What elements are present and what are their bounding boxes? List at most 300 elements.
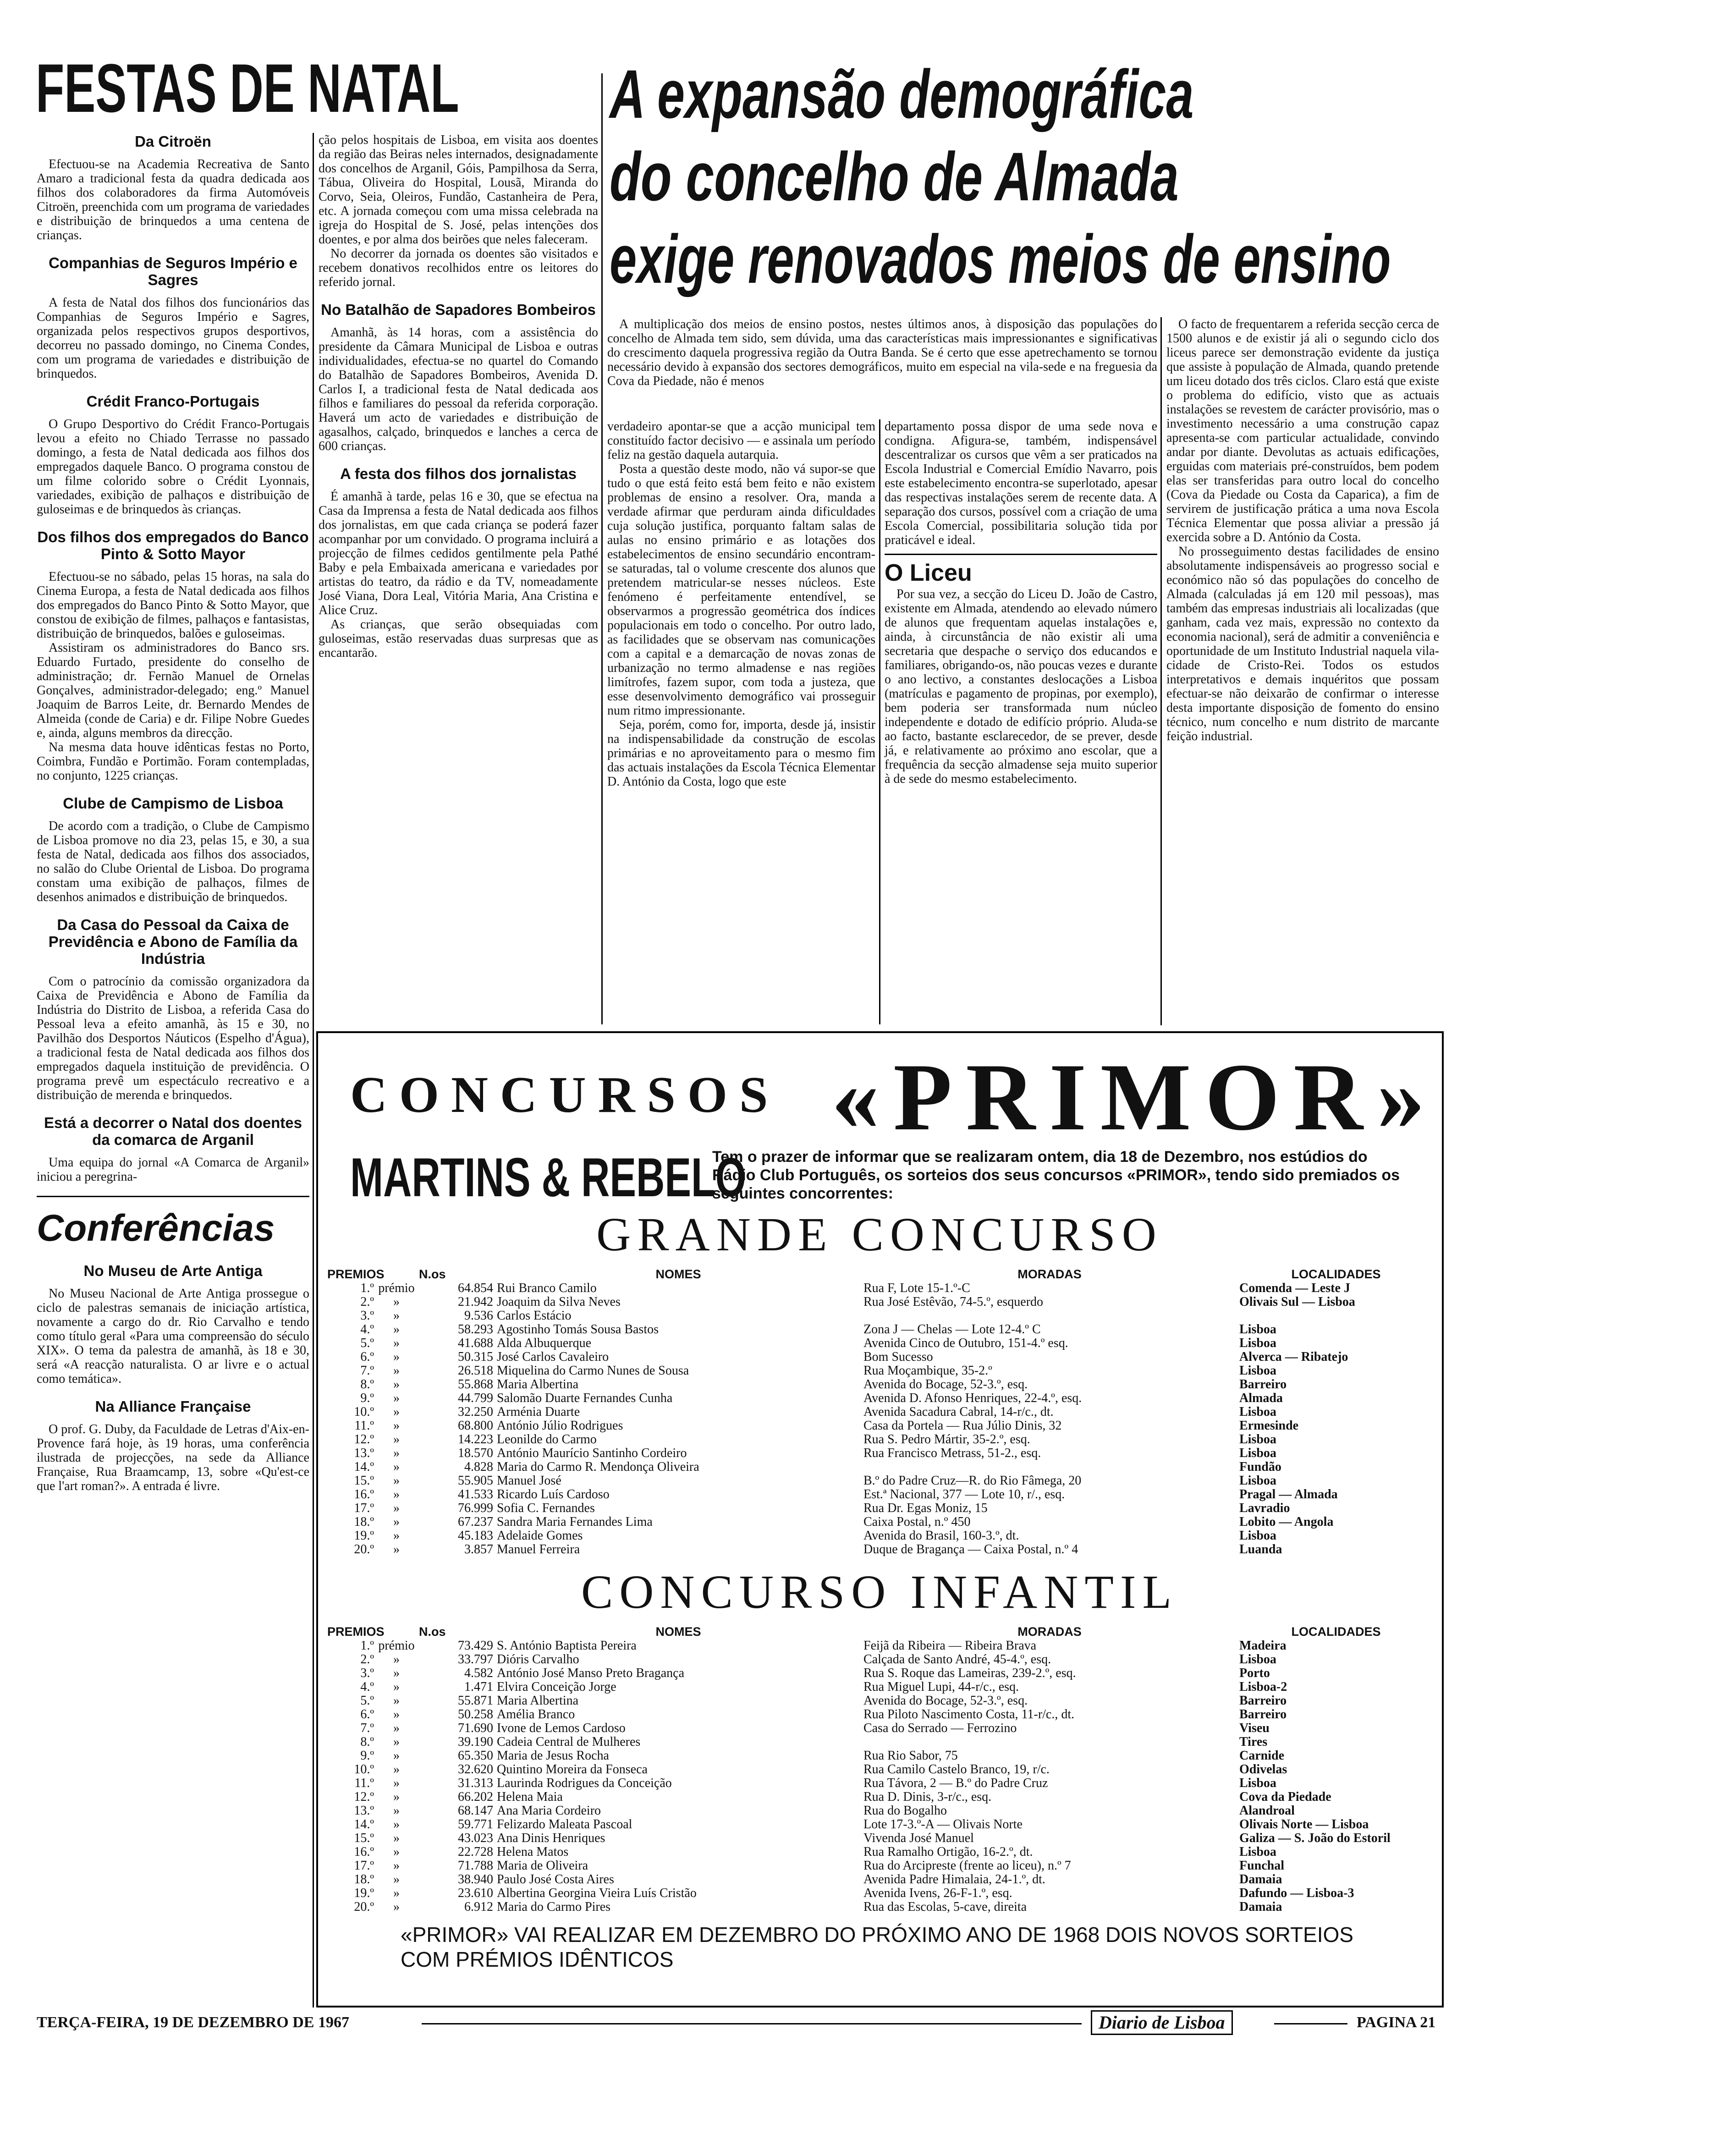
infantil-prize-rank: 20.º <box>354 1900 374 1914</box>
grande-prize-word: prémio <box>378 1281 415 1295</box>
col1-c1-text: No Museu Nacional de Arte Antiga prossegue o ciclo de palestras semanais de iniciação artística, novamente a cargo do dr. Rio Carvalho e tendo como título geral «Para uma compreensão do século XIX». O tema da palestra de amanhã, às 18 e 30, será «A reacção naturalista. O ar livre e o actual como temática». <box>37 1287 309 1386</box>
col2-text4: É amanhã à tarde, pelas 16 e 30, que se efectua na Casa da Imprensa a festa de Natal dedicada aos filhos dos jornalistas, em que cada criança se poderá fazer acompanhar por um convidado. O programa incluirá a projecção de filmes cedidos gentilmente pela Pathé Baby e pela Embaixada americana e variedades por artistas do teatro, da rádio e da TV, nomeadamente José Viana, Dora Leal, Vitória Maria, Ana Cristina e Alice Cruz. <box>319 490 598 617</box>
col1-s5-text: De acordo com a tradição, o Clube de Campismo de Lisboa promove no dia 23, pelas 15, e 30, a sua festa de Natal, dedicada aos filhos dos associados, no salão do Clube Oriental de Lisboa. Do programa constam uma exibição de palhaços, filmes de desenhos animados e distribuição de brinquedos. <box>37 819 309 904</box>
grande-row <box>325 1433 1435 1446</box>
col1-s4-text1: Efectuou-se no sábado, pelas 15 horas, na sala do Cinema Europa, a festa de Natal dedicada aos filhos dos empregados do Banco Pinto & Sotto Mayor, que constou de exibição de filmes, palhaços e fantasistas, distribuição de brinquedos, balões e guloseimas. <box>37 570 309 641</box>
infantil-ticket-number: 71.788 <box>458 1859 493 1873</box>
grande-winner-address: Avenida Cinco de Outubro, 151-4.º esq. <box>863 1336 1068 1350</box>
grande-winner-address <box>862 1309 1237 1323</box>
grande-winner-address: Casa da Portela — Rua Júlio Dinis, 32 <box>863 1419 1062 1433</box>
infantil-prize-rank: 16.º <box>354 1845 374 1859</box>
grande-ticket-number: 76.999 <box>458 1501 493 1515</box>
infantil-winner-address: Rua das Escolas, 5-cave, direita <box>863 1900 1027 1914</box>
infantil-winner-name: Helena Maia <box>497 1790 563 1804</box>
grande-prize-rank: 19.º <box>354 1529 374 1543</box>
article-col-a <box>607 419 875 1029</box>
infantil-row <box>325 1694 1435 1708</box>
grande-winner-address: Zona J — Chelas — Lote 12-4.º C <box>863 1322 1041 1336</box>
grande-prize-word: » <box>393 1336 400 1350</box>
grande-winner-locality <box>1237 1309 1435 1323</box>
infantil-prize-rank: 10.º <box>354 1762 374 1776</box>
conf-rule <box>37 1196 309 1197</box>
headline-line2: do concelho de Almada <box>610 138 1179 215</box>
grande-row <box>325 1309 1435 1323</box>
infantil-winner-name: Quintino Moreira da Fonseca <box>497 1762 648 1776</box>
infantil-prize-word: » <box>393 1721 400 1735</box>
infantil-winner-name: Maria de Oliveira <box>497 1859 588 1873</box>
col1-s3-head: Crédit Franco-Portugais <box>86 393 260 410</box>
grande-prize-rank: 13.º <box>354 1446 374 1460</box>
grande-prize-word: » <box>393 1364 400 1378</box>
grande-winner-locality: Alverca — Ribatejo <box>1239 1350 1348 1364</box>
grande-ticket-number: 55.868 <box>458 1377 493 1392</box>
grande-ticket-number: 50.315 <box>458 1350 493 1364</box>
infantil-winner-locality: Alandroal <box>1239 1804 1295 1818</box>
infantil-row <box>325 1680 1435 1694</box>
infantil-winner-locality: Tires <box>1239 1735 1268 1749</box>
grande-prize-rank: 1.º <box>360 1281 374 1295</box>
col1-title: FESTAS DE NATAL <box>36 50 459 126</box>
infantil-winner-address: Rua Camilo Castelo Branco, 19, r/c. <box>863 1762 1050 1776</box>
infantil-prize-word: prémio <box>378 1639 415 1653</box>
infantil-ticket-number: 4.582 <box>464 1666 493 1680</box>
grande-winner-locality: Almada <box>1239 1391 1283 1405</box>
divider-article-ab <box>879 419 880 1024</box>
infantil-row <box>325 1666 1435 1680</box>
infantil-winner-address: Vivenda José Manuel <box>863 1831 974 1845</box>
infantil-prize-word: » <box>393 1762 400 1776</box>
infantil-ticket-number: 55.871 <box>458 1694 493 1708</box>
infantil-winner-address: Calçada de Santo André, 45-4.º, esq. <box>863 1652 1051 1666</box>
infantil-head-premios: PREMIOS <box>327 1625 385 1639</box>
grande-winner-name: Arménia Duarte <box>497 1405 580 1419</box>
footer-date: TERÇA-FEIRA, 19 DE DEZEMBRO DE 1967 <box>37 2014 349 2031</box>
infantil-winner-locality: Galiza — S. João do Estoril <box>1239 1831 1391 1845</box>
grande-prize-rank: 18.º <box>354 1515 374 1529</box>
col1-s1-head: Da Citroën <box>135 133 211 150</box>
infantil-winner-address: Avenida Padre Himalaia, 24-1.º, dt. <box>863 1872 1045 1886</box>
infantil-winner-address: Rua Miguel Lupi, 44-r/c., esq. <box>863 1680 1019 1694</box>
grande-row <box>325 1502 1435 1515</box>
grande-prize-word: » <box>393 1295 400 1309</box>
infantil-winner-name: Amélia Branco <box>497 1707 575 1722</box>
article-col-b <box>885 419 1157 1029</box>
grande-winner-name: Carlos Estácio <box>497 1309 572 1323</box>
infantil-winner-locality: Odivelas <box>1239 1762 1287 1776</box>
infantil-prize-rank: 8.º <box>360 1735 374 1749</box>
grande-prize-rank: 5.º <box>360 1336 374 1350</box>
infantil-winner-name: Elvira Conceição Jorge <box>497 1680 616 1694</box>
infantil-winner-locality: Damaia <box>1239 1900 1282 1914</box>
grande-winner-locality: Barreiro <box>1239 1377 1287 1392</box>
infantil-row <box>325 1763 1435 1776</box>
infantil-winner-locality: Dafundo — Lisboa-3 <box>1239 1886 1354 1900</box>
grande-ticket-number: 3.857 <box>464 1542 493 1556</box>
grande-winner-locality: Olivais Sul — Lisboa <box>1239 1295 1355 1309</box>
grande-prize-rank: 4.º <box>360 1322 374 1336</box>
infantil-prize-rank: 5.º <box>360 1694 374 1708</box>
col1-c2-head: Na Alliance Française <box>95 1398 251 1415</box>
infantil-head-num: N.os <box>419 1625 446 1639</box>
grande-prize-word: » <box>393 1309 400 1323</box>
infantil-prize-word: » <box>393 1872 400 1886</box>
infantil-winner-name: Ana Dinis Henriques <box>497 1831 605 1845</box>
infantil-winner-locality: Olivais Norte — Lisboa <box>1239 1817 1369 1832</box>
grande-winner-locality: Lisboa <box>1239 1529 1276 1543</box>
infantil-winner-name: Ivone de Lemos Cardoso <box>497 1721 626 1735</box>
grande-winner-name: António Maurício Santinho Cordeiro <box>497 1446 687 1460</box>
article-p3: Seja, porém, como for, importa, desde já, insistir na indispensabilidade da construção de escolas primárias e no aproveitamento para o mesmo fim das actuais instalações da Escola Técnica Elementar D. António da Costa, logo que este <box>607 718 875 789</box>
grande-prize-word: » <box>393 1446 400 1460</box>
article-p1: verdadeiro apontar-se que a acção municipal tem constituído factor decisivo — e assinala um período feliz na gestão daquela autarquia. <box>607 419 875 462</box>
infantil-winner-address: Rua do Arcipreste (frente ao liceu), n.º 7 <box>863 1859 1071 1873</box>
grande-ticket-number: 64.854 <box>458 1281 493 1295</box>
infantil-prize-word: » <box>393 1859 400 1873</box>
infantil-ticket-number: 39.190 <box>458 1735 493 1749</box>
infantil-winner-name: António José Manso Preto Bragança <box>497 1666 685 1680</box>
grande-winner-name: Sofia C. Fernandes <box>497 1501 595 1515</box>
infantil-prize-rank: 12.º <box>354 1790 374 1804</box>
ad-company: MARTINS & REBELO <box>350 1147 746 1208</box>
grande-ticket-number: 4.828 <box>464 1460 493 1474</box>
grande-winner-locality: Ermesinde <box>1239 1419 1299 1433</box>
grande-ticket-number: 58.293 <box>458 1322 493 1336</box>
infantil-row <box>325 1776 1435 1790</box>
grande-winner-address: Rua José Estêvão, 74-5.º, esquerdo <box>863 1295 1044 1309</box>
infantil-winner-address: Rua Távora, 2 — B.º do Padre Cruz <box>863 1776 1048 1790</box>
grande-ticket-number: 41.688 <box>458 1336 493 1350</box>
infantil-winner-name: Cadeia Central de Mulheres <box>497 1735 641 1749</box>
infantil-row <box>325 1708 1435 1722</box>
infantil-winner-address: Avenida Ivens, 26-F-1.º, esq. <box>863 1886 1012 1900</box>
infantil-winner-name: Maria de Jesus Rocha <box>497 1749 609 1763</box>
article-p2: Posta a questão deste modo, não vá supor-se que tudo o que está feito está bem feito e não existem problemas de ensino a resolver. Ora, manda a verdade afirmar que perduram ainda dificuldades cuja solução justifica, porquanto faltam salas de aulas no ensino primário e as lotações dos estabelecimentos de ensino secundário encontram-se saturadas, tal o volume crescente dos alunos que pretendem matricular-se nesses núcleos. Este fenómeno é perfeitamente entendível, se observarmos a progressão geométrica dos índices populacionais em todo o concelho. Por outro lado, as facilidades que se observam nas comunicações com a capital e a demarcação de novas zonas de urbanização no termo almadense e nas regiões limítrofes, fazem supor, com toda a justeza, que esse desenvolvimento demográfico vai prosseguir num ritmo impressionante. <box>607 462 875 718</box>
infantil-winner-locality: Lisboa <box>1239 1845 1276 1859</box>
divider-col2 <box>601 73 603 1024</box>
col2-h2: No Batalhão de Sapadores Bombeiros <box>321 301 596 318</box>
infantil-prize-word: » <box>393 1735 400 1749</box>
footer-paper-logo: Diario de Lisboa <box>1091 2010 1233 2035</box>
infantil-ticket-number: 38.940 <box>458 1872 493 1886</box>
infantil-winner-name: Albertina Georgina Vieira Luís Cristão <box>497 1886 697 1900</box>
infantil-prize-rank: 7.º <box>360 1721 374 1735</box>
grande-winner-address: Avenida Sacadura Cabral, 14-r/c., dt. <box>863 1405 1054 1419</box>
grande-winner-name: José Carlos Cavaleiro <box>497 1350 609 1364</box>
grande-winner-locality: Pragal — Almada <box>1239 1487 1338 1502</box>
infantil-prize-rank: 1.º <box>360 1639 374 1653</box>
infantil-winner-name: Laurinda Rodrigues da Conceição <box>497 1776 672 1790</box>
infantil-winner-locality: Barreiro <box>1239 1707 1287 1722</box>
infantil-prize-word: » <box>393 1790 400 1804</box>
infantil-ticket-number: 43.023 <box>458 1831 493 1845</box>
conf-title: Conferências <box>37 1207 275 1249</box>
grande-row <box>325 1488 1435 1502</box>
infantil-row <box>325 1832 1435 1845</box>
ad-infantil-title: CONCURSO INFANTIL <box>581 1566 1178 1618</box>
grande-prize-word: » <box>393 1515 400 1529</box>
infantil-prize-rank: 18.º <box>354 1872 374 1886</box>
infantil-prize-rank: 13.º <box>354 1804 374 1818</box>
infantil-head-nomes: NOMES <box>655 1625 701 1639</box>
grande-winner-address: Caixa Postal, n.º 450 <box>863 1515 971 1529</box>
grande-prize-word: » <box>393 1474 400 1488</box>
col1-s4-text3: Na mesma data houve idênticas festas no Porto, Coimbra, Fundão e Portimão. Foram contempladas, no conjunto, 1225 crianças. <box>37 740 309 783</box>
grande-prize-rank: 3.º <box>360 1309 374 1323</box>
grande-prize-rank: 12.º <box>354 1432 374 1446</box>
ad-primor: «PRIMOR» <box>831 1044 1439 1150</box>
infantil-table <box>325 1624 1435 1914</box>
infantil-winner-address: Rua do Bogalho <box>863 1804 947 1818</box>
grande-head-localidades: LOCALIDADES <box>1291 1267 1381 1281</box>
liceu-head: O Liceu <box>885 560 972 586</box>
grande-prize-rank: 15.º <box>354 1474 374 1488</box>
grande-prize-rank: 16.º <box>354 1487 374 1502</box>
infantil-row <box>325 1873 1435 1886</box>
infantil-winner-address: Rua Piloto Nascimento Costa, 11-r/c., dt. <box>863 1707 1075 1722</box>
col1-s1-text: Efectuou-se na Academia Recreativa de Santo Amaro a tradicional festa da quadra dedicada aos filhos dos colaboradores da firma Automóveis Citroën, preenchida com um programa de variedades e distribuição de brinquedos a uma centena de crianças. <box>37 157 309 242</box>
grande-winner-name: Adelaide Gomes <box>497 1529 583 1543</box>
infantil-winner-address: Casa do Serrado — Ferrozino <box>863 1721 1017 1735</box>
col1-c1-head: No Museu de Arte Antiga <box>83 1262 263 1279</box>
grande-ticket-number: 44.799 <box>458 1391 493 1405</box>
grande-prize-rank: 9.º <box>360 1391 374 1405</box>
grande-winner-name: Sandra Maria Fernandes Lima <box>497 1515 653 1529</box>
infantil-winner-locality: Porto <box>1239 1666 1270 1680</box>
col1-s7-head: Está a decorrer o Natal dos doentes da comarca de Arganil <box>44 1114 302 1148</box>
infantil-winner-locality: Madeira <box>1239 1639 1287 1653</box>
grande-winner-locality: Lisboa <box>1239 1322 1276 1336</box>
col2-text3: Amanhã, às 14 horas, com a assistência do presidente da Câmara Municipal de Lisboa e outras individualidades, efectua-se no quartel do Comando do Batalhão de Sapadores Bombeiros, Avenida D. Carlos I, a tradicional festa de Natal dedicada aos filhos e familiares do pessoal da referida corporação. Haverá um acto de variedades e distribuição de agasalhos, calçado, brinquedos e lanches a cerca de 600 crianças. <box>319 325 598 453</box>
infantil-winner-name: Ana Maria Cordeiro <box>497 1804 601 1818</box>
infantil-head-localidades: LOCALIDADES <box>1291 1625 1381 1639</box>
grande-winner-address: Rua Francisco Metrass, 51-2., esq. <box>863 1446 1041 1460</box>
infantil-row <box>325 1722 1435 1735</box>
grande-ticket-number: 68.800 <box>458 1419 493 1433</box>
grande-winner-name: Maria do Carmo R. Mendonça Oliveira <box>497 1460 699 1474</box>
infantil-prize-word: » <box>393 1666 400 1680</box>
ad-grande-title: GRANDE CONCURSO <box>596 1208 1163 1261</box>
grande-prize-word: » <box>393 1391 400 1405</box>
infantil-winner-locality: Lisboa-2 <box>1239 1680 1287 1694</box>
infantil-winner-name: Felizardo Maleata Pascoal <box>497 1817 632 1832</box>
col1-s2-text: A festa de Natal dos filhos dos funcionários das Companhias de Seguros Império e Sagres, organizada pelos respectivos grupos desportivos, decorreu no passado domingo, no Cinema Condes, com um programa de variedades e distribuição de brinquedos. <box>37 296 309 381</box>
infantil-winner-locality: Lisboa <box>1239 1776 1276 1790</box>
grande-winner-locality: Lisboa <box>1239 1336 1276 1350</box>
grande-winner-name: Manuel José <box>497 1474 561 1488</box>
col1-body <box>37 133 309 1493</box>
grande-row <box>325 1405 1435 1419</box>
infantil-prize-word: » <box>393 1804 400 1818</box>
grande-ticket-number: 9.536 <box>464 1309 493 1323</box>
grande-row <box>325 1350 1435 1364</box>
grande-winner-address: Avenida do Bocage, 52-3.º, esq. <box>863 1377 1028 1392</box>
infantil-prize-word: » <box>393 1680 400 1694</box>
grande-prize-word: » <box>393 1405 400 1419</box>
grande-winner-address: B.º do Padre Cruz—R. do Rio Fâmega, 20 <box>863 1474 1082 1488</box>
col1-s4-text2: Assistiram os administradores do Banco srs. Eduardo Furtado, presidente do conselho de administração; dr. Fernão Manuel de Ornelas Gonçalves, administrador-delegado; eng.º Manuel Joaquim de Barros Leite, dr. Bernardo Mendes de Almeida (conde de Caria) e dr. Filipe Nobre Guedes e, ainda, alguns membros da direcção. <box>37 641 309 740</box>
grande-head-nomes: NOMES <box>655 1267 701 1281</box>
infantil-row <box>325 1749 1435 1763</box>
infantil-prize-rank: 3.º <box>360 1666 374 1680</box>
infantil-winner-address: Rua Rio Sabor, 75 <box>863 1749 958 1763</box>
grande-row <box>325 1295 1435 1309</box>
grande-winner-locality: Comenda — Leste J <box>1239 1281 1350 1295</box>
col1-s7-text: Uma equipa do jornal «A Comarca de Arganil» iniciou a peregrina- <box>37 1155 309 1184</box>
article-lead <box>607 317 1157 388</box>
grande-winner-address: Rua Dr. Egas Moniz, 15 <box>863 1501 988 1515</box>
infantil-winner-locality: Funchal <box>1239 1859 1285 1873</box>
grande-winner-name: Ricardo Luís Cardoso <box>497 1487 610 1502</box>
grande-prize-rank: 10.º <box>354 1405 374 1419</box>
infantil-row <box>325 1886 1435 1900</box>
infantil-prize-word: » <box>393 1831 400 1845</box>
grande-prize-word: » <box>393 1419 400 1433</box>
infantil-ticket-number: 73.429 <box>458 1639 493 1653</box>
ad-intro: Tem o prazer de informar que se realizaram ontem, dia 18 de Dezembro, nos estúdios do Rádio Club Português, os sorteios dos seus concursos «PRIMOR», tendo sido premiados os seguintes concorrentes: <box>712 1148 1400 1202</box>
grande-winner-address: Rua Moçambique, 35-2.º <box>863 1364 992 1378</box>
grande-row <box>325 1529 1435 1543</box>
infantil-ticket-number: 31.313 <box>458 1776 493 1790</box>
grande-row <box>325 1336 1435 1350</box>
article-col-c <box>1166 317 1439 1028</box>
col2-text2: No decorrer da jornada os doentes são visitados e recebem donativos recolhidos entre os leitores do referido jornal. <box>319 247 598 289</box>
ad-footer: «PRIMOR» VAI REALIZAR EM DEZEMBRO DO PRÓXIMO ANO DE 1968 DOIS NOVOS SORTEIOS COM PRÉMIOS IDÊNTICOS <box>401 1923 1353 1971</box>
grande-prize-word: » <box>393 1460 400 1474</box>
grande-winner-address: Duque de Bragança — Caixa Postal, n.º 4 <box>863 1542 1078 1556</box>
grande-winner-name: Salomão Duarte Fernandes Cunha <box>497 1391 673 1405</box>
infantil-ticket-number: 65.350 <box>458 1749 493 1763</box>
article-lead-text: A multiplicação dos meios de ensino postos, nestes últimos anos, à disposição das populações do concelho de Almada tem sido, sem dúvida, uma das características mais impressionantes e significativas do crescimento daquela progressiva região da Outra Banda. Se é certo que esse apetrechamento se tornou necessário devido à expansão dos sectores demográficos, muito em especial na vila-sede e na freguesia da Cova da Piedade, não é menos <box>607 317 1157 388</box>
grande-head-num: N.os <box>419 1267 446 1281</box>
infantil-winner-address: Lote 17-3.º-A — Olivais Norte <box>863 1817 1023 1832</box>
infantil-row <box>325 1653 1435 1666</box>
grande-prize-word: » <box>393 1322 400 1336</box>
grande-prize-word: » <box>393 1377 400 1392</box>
grande-winner-locality: Lavradio <box>1239 1501 1290 1515</box>
col1-s3-text: O Grupo Desportivo do Crédit Franco-Portugais levou a efeito no Chiado Terrasse no passado domingo, a festa de Natal dedicada aos filhos dos empregados daquele Banco. O programa constou de um filme colorido sobre o Crédit Lyonnais, variedades, exibição de palhaços e distribuição de guloseimas e de brinquedos às crianças. <box>37 417 309 517</box>
infantil-prize-word: » <box>393 1817 400 1832</box>
infantil-winner-name: Maria Albertina <box>497 1694 579 1708</box>
grande-row <box>325 1282 1435 1295</box>
grande-row <box>325 1419 1435 1433</box>
grande-prize-rank: 14.º <box>354 1460 374 1474</box>
grande-winner-locality: Fundão <box>1239 1460 1281 1474</box>
grande-winner-address: Est.ª Nacional, 377 — Lote 10, r/., esq. <box>863 1487 1065 1502</box>
grande-ticket-number: 55.905 <box>458 1474 493 1488</box>
infantil-winner-name: Paulo José Costa Aires <box>497 1872 614 1886</box>
grande-winner-locality: Lobito — Angola <box>1239 1515 1334 1529</box>
grande-winner-name: Rui Branco Camilo <box>497 1281 597 1295</box>
grande-winner-locality: Lisboa <box>1239 1364 1276 1378</box>
grande-ticket-number: 14.223 <box>458 1432 493 1446</box>
grande-prize-rank: 11.º <box>354 1419 374 1433</box>
infantil-winner-address: Avenida do Bocage, 52-3.º, esq. <box>863 1694 1028 1708</box>
infantil-winner-address <box>862 1735 1237 1749</box>
grande-prize-rank: 2.º <box>360 1295 374 1309</box>
infantil-winner-locality: Cova da Piedade <box>1239 1790 1331 1804</box>
infantil-winner-name: Helena Matos <box>497 1845 569 1859</box>
grande-ticket-number: 41.533 <box>458 1487 493 1502</box>
grande-ticket-number: 26.518 <box>458 1364 493 1378</box>
infantil-prize-word: » <box>393 1707 400 1722</box>
infantil-table-body <box>325 1639 1435 1914</box>
grande-prize-rank: 7.º <box>360 1364 374 1378</box>
grande-prize-rank: 20.º <box>354 1542 374 1556</box>
infantil-ticket-number: 23.610 <box>458 1886 493 1900</box>
liceu-rule <box>885 554 1157 555</box>
infantil-prize-word: » <box>393 1845 400 1859</box>
col1-s4-head: Dos filhos dos empregados do Banco Pinto & Sotto Mayor <box>37 528 309 562</box>
grande-winner-name: Maria Albertina <box>497 1377 579 1392</box>
infantil-prize-rank: 9.º <box>360 1749 374 1763</box>
grande-head-premios: PREMIOS <box>327 1267 385 1281</box>
grande-winner-name: Miquelina do Carmo Nunes de Sousa <box>497 1364 689 1378</box>
infantil-prize-rank: 15.º <box>354 1831 374 1845</box>
infantil-winner-name: S. António Baptista Pereira <box>497 1639 637 1653</box>
infantil-row <box>325 1735 1435 1749</box>
infantil-row <box>325 1859 1435 1873</box>
infantil-winner-address: Rua S. Roque das Lameiras, 239-2.º, esq. <box>863 1666 1076 1680</box>
infantil-prize-rank: 14.º <box>354 1817 374 1832</box>
infantil-ticket-number: 71.690 <box>458 1721 493 1735</box>
grande-winner-name: Manuel Ferreira <box>497 1542 580 1556</box>
col1-s5-head: Clube de Campismo de Lisboa <box>63 795 283 812</box>
infantil-prize-word: » <box>393 1749 400 1763</box>
infantil-head-moradas: MORADAS <box>1017 1625 1082 1639</box>
infantil-row <box>325 1639 1435 1653</box>
infantil-winner-locality: Viseu <box>1239 1721 1270 1735</box>
footer-rule-right <box>1274 2023 1347 2024</box>
headline-line1: A expansão demográfica <box>610 55 1194 132</box>
grande-winner-locality: Lisboa <box>1239 1432 1276 1446</box>
grande-prize-rank: 8.º <box>360 1377 374 1392</box>
col1-s6-head: Da Casa do Pessoal da Caixa de Previdência e Abono de Família da Indústria <box>48 916 298 967</box>
footer-page: PAGINA 21 <box>1357 2014 1436 2031</box>
grande-row <box>325 1392 1435 1405</box>
infantil-ticket-number: 1.471 <box>464 1680 493 1694</box>
grande-winner-locality: Lisboa <box>1239 1405 1276 1419</box>
col1-s6-text: Com o patrocínio da comissão organizadora da Caixa de Previdência e Abono de Família da Indústria do Distrito de Lisboa, a referida Casa do Pessoal leva a efeito amanhã, às 15 e 30, no Pavilhão dos Desportos Náuticos (Espelho d'Água), a tradicional festa de Natal dedicada aos filhos dos empregados daquela instituição de previdência. O programa prevê um espectáculo recreativo e a distribuição de merenda e brinquedos. <box>37 974 309 1102</box>
grande-prize-word: » <box>393 1529 400 1543</box>
grande-ticket-number: 21.942 <box>458 1295 493 1309</box>
infantil-prize-word: » <box>393 1694 400 1708</box>
divider-article-bc <box>1160 317 1162 1025</box>
grande-row <box>325 1460 1435 1474</box>
infantil-ticket-number: 33.797 <box>458 1652 493 1666</box>
infantil-row <box>325 1900 1435 1914</box>
article-p6: O facto de frequentarem a referida secção cerca de 1500 alunos e de existir já ali o segundo ciclo dos liceus parece ser demonstração evidente da justiça que assiste à população de Almada, quando pretende um liceu dotado dos três ciclos. Claro está que existe o problema do edifício, visto que as actuais instalações se revestem de carácter provisório, mas o investimento necessário a uma construção capaz apresenta-se com particular actualidade, convindo andar por diante. Devolutas as actuais edificações, erguidas com materiais pré-construídos, bem podem elas ser transferidas para outro local do concelho (Cova da Piedade ou Costa da Caparica), a fim de servirem de justificação prática a uma nova Escola Técnica Elementar que possa aliviar a pressão já exercida sobre a D. António da Costa. <box>1166 317 1439 544</box>
col1-title-wrap <box>36 50 459 126</box>
col1-s2-head: Companhias de Seguros Império e Sagres <box>49 254 297 288</box>
grande-winner-name: Joaquim da Silva Neves <box>497 1295 621 1309</box>
infantil-prize-rank: 6.º <box>360 1707 374 1722</box>
grande-row <box>325 1515 1435 1529</box>
grande-row <box>325 1543 1435 1556</box>
infantil-row <box>325 1804 1435 1818</box>
infantil-prize-rank: 4.º <box>360 1680 374 1694</box>
grande-table-body <box>325 1282 1435 1556</box>
infantil-winner-locality: Damaia <box>1239 1872 1282 1886</box>
grande-winner-name: Agostinho Tomás Sousa Bastos <box>497 1322 659 1336</box>
grande-winner-address: Rua F, Lote 15-1.º-C <box>863 1281 970 1295</box>
grande-ticket-number: 45.183 <box>458 1529 493 1543</box>
grande-winner-address: Rua S. Pedro Mártir, 35-2.º, esq. <box>863 1432 1030 1446</box>
grande-winner-name: António Júlio Rodrigues <box>497 1419 623 1433</box>
infantil-ticket-number: 50.258 <box>458 1707 493 1722</box>
infantil-row <box>325 1845 1435 1859</box>
primor-ad <box>316 1031 1444 2008</box>
infantil-prize-rank: 19.º <box>354 1886 374 1900</box>
